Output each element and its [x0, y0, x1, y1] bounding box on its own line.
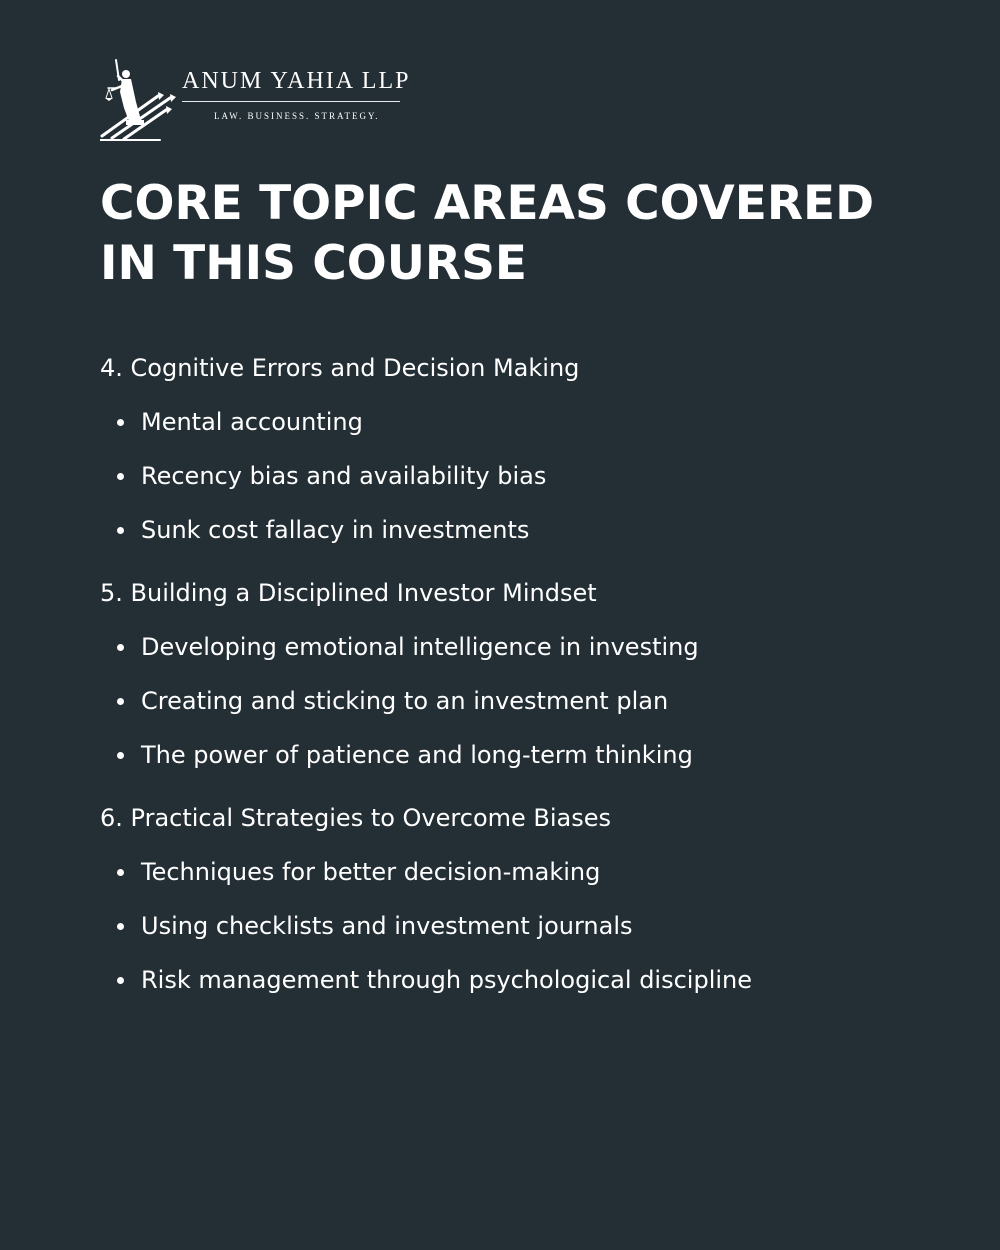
- list-item: [100, 683, 960, 719]
- list-item-text: Developing emotional intelligence in investing: [141, 633, 699, 661]
- section-title: 5. Building a Disciplined Investor Mindset: [100, 579, 597, 607]
- bullet-dot-icon: [117, 644, 124, 651]
- list-item: [100, 962, 960, 998]
- brand-divider: [182, 101, 400, 102]
- bullet-list: [100, 404, 960, 548]
- list-item-text: Mental accounting: [141, 408, 363, 436]
- brand-wordmark: [182, 66, 411, 121]
- brand-tagline: LAW. BUSINESS. STRATEGY.: [214, 111, 380, 121]
- list-item: [100, 512, 960, 548]
- list-item: [100, 854, 960, 890]
- list-item-text: Using checklists and investment journals: [141, 912, 633, 940]
- list-item: [100, 737, 960, 773]
- list-item: [100, 908, 960, 944]
- bullet-dot-icon: [117, 527, 124, 534]
- brand-logo: [100, 58, 410, 142]
- list-item-text: The power of patience and long-term thinking: [141, 741, 693, 769]
- bullet-dot-icon: [117, 473, 124, 480]
- list-item-text: Recency bias and availability bias: [141, 462, 547, 490]
- bullet-dot-icon: [117, 752, 124, 759]
- brand-name: ANUM YAHIA LLP: [182, 68, 411, 94]
- bullet-list: [100, 629, 960, 773]
- bullet-dot-icon: [117, 977, 124, 984]
- list-item-text: Techniques for better decision-making: [141, 858, 601, 886]
- list-item-text: Sunk cost fallacy in investments: [141, 516, 530, 544]
- list-item: [100, 404, 960, 440]
- list-item-text: Creating and sticking to an investment plan: [141, 687, 669, 715]
- topic-section: [100, 800, 960, 998]
- section-title: 6. Practical Strategies to Overcome Biases: [100, 804, 612, 832]
- bullet-list: [100, 854, 960, 998]
- bullet-dot-icon: [117, 869, 124, 876]
- bullet-dot-icon: [117, 419, 124, 426]
- list-item: [100, 629, 960, 665]
- lady-justice-icon: [100, 58, 180, 142]
- bullet-dot-icon: [117, 923, 124, 930]
- page-title: CORE TOPIC AREAS COVERED IN THIS COURSE: [100, 176, 875, 291]
- list-item-text: Risk management through psychological discipline: [141, 966, 753, 994]
- section-title: 4. Cognitive Errors and Decision Making: [100, 354, 580, 382]
- bullet-dot-icon: [117, 698, 124, 705]
- list-item: [100, 458, 960, 494]
- topic-section: [100, 350, 960, 548]
- topic-section: [100, 575, 960, 773]
- topic-list: [100, 350, 960, 1025]
